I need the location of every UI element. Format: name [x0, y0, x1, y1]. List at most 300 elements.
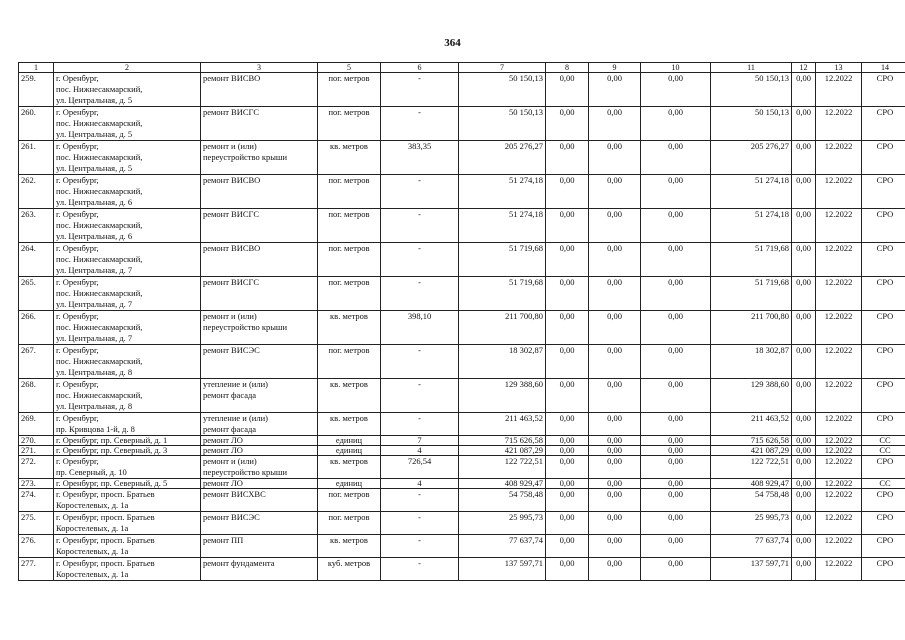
work-type-cell: [201, 345, 318, 379]
work-type-cell-line: ремонт ЛО: [203, 478, 243, 488]
deadline-cell: 12.2022: [816, 413, 862, 436]
funding-source-cell: СРО: [862, 413, 905, 436]
cost-col12-cell: 0,00: [792, 243, 816, 277]
address-cell-line: пос. Нижнесакмарский,: [56, 322, 143, 332]
work-type-cell: [201, 456, 318, 479]
cost-col10-cell: 0,00: [641, 243, 711, 277]
work-type-cell: [201, 311, 318, 345]
cost-col10-cell: 0,00: [641, 277, 711, 311]
cost-col12-cell: 0,00: [792, 277, 816, 311]
work-type-cell: [201, 107, 318, 141]
quantity-cell: -: [381, 175, 459, 209]
address-cell-line: Коростелевых, д. 1а: [56, 500, 129, 510]
work-type-cell: [201, 243, 318, 277]
unit-cell: кв. метров: [318, 379, 381, 413]
total-cost-cell: 77 637,74: [459, 535, 546, 558]
cost-col12-cell: 0,00: [792, 479, 816, 489]
cost-col9-cell: 0,00: [589, 379, 641, 413]
cost-col10-cell: 0,00: [641, 446, 711, 456]
deadline-cell: 12.2022: [816, 456, 862, 479]
deadline-cell: 12.2022: [816, 436, 862, 446]
work-type-cell-line: ремонт и (или): [203, 456, 257, 466]
work-type-cell-line: ремонт фасада: [203, 424, 257, 434]
table-row: [19, 512, 905, 535]
work-type-cell: [201, 489, 318, 512]
cost-col12-cell: 0,00: [792, 535, 816, 558]
work-type-cell-line: ремонт фундамента: [203, 558, 275, 568]
address-cell-line: Коростелевых, д. 1а: [56, 546, 129, 556]
total-cost-cell: 408 929,47: [459, 479, 546, 489]
cost-col9-cell: 0,00: [589, 277, 641, 311]
cost-col10-cell: 0,00: [641, 489, 711, 512]
cost-col8-cell: 0,00: [546, 535, 589, 558]
table-row: [19, 379, 905, 413]
total-cost-cell: 54 758,48: [459, 489, 546, 512]
table-row: [19, 446, 905, 456]
work-type-cell-line: ремонт ВИСЭС: [203, 512, 260, 522]
cost-col8-cell: 0,00: [546, 558, 589, 581]
work-type-cell: [201, 175, 318, 209]
cost-col11-cell: 421 087,29: [711, 446, 792, 456]
unit-cell: пог. метров: [318, 73, 381, 107]
row-number-cell: 265.: [19, 277, 54, 311]
cost-col12-cell: 0,00: [792, 311, 816, 345]
address-cell: [54, 379, 201, 413]
table-row: [19, 107, 905, 141]
address-cell-line: пос. Нижнесакмарский,: [56, 84, 143, 94]
address-cell-line: пос. Нижнесакмарский,: [56, 288, 143, 298]
cost-col11-cell: 18 302,87: [711, 345, 792, 379]
address-cell: [54, 209, 201, 243]
funding-source-cell: СРО: [862, 379, 905, 413]
address-cell-line: г. Оренбург,: [56, 209, 99, 219]
cost-col12-cell: 0,00: [792, 73, 816, 107]
address-cell-line: г. Оренбург, просп. Братьев: [56, 535, 155, 545]
cost-col9-cell: 0,00: [589, 558, 641, 581]
address-cell-line: ул. Центральная, д. 7: [56, 333, 133, 343]
cost-col8-cell: 0,00: [546, 209, 589, 243]
deadline-cell: 12.2022: [816, 512, 862, 535]
funding-source-cell: СРО: [862, 558, 905, 581]
work-type-cell: [201, 379, 318, 413]
cost-col9-cell: 0,00: [589, 311, 641, 345]
funding-source-cell: СС: [862, 446, 905, 456]
column-header: 3: [201, 63, 318, 73]
total-cost-cell: 51 719,68: [459, 243, 546, 277]
unit-cell: пог. метров: [318, 209, 381, 243]
address-cell-line: г. Оренбург, пр. Северный, д. 3: [56, 445, 168, 455]
address-cell-line: ул. Центральная, д. 7: [56, 265, 133, 275]
quantity-cell: -: [381, 413, 459, 436]
work-type-cell-line: переустройство крыши: [203, 467, 288, 477]
deadline-cell: 12.2022: [816, 141, 862, 175]
unit-cell: пог. метров: [318, 277, 381, 311]
address-cell-line: пос. Нижнесакмарский,: [56, 118, 143, 128]
work-type-cell-line: переустройство крыши: [203, 322, 288, 332]
cost-col8-cell: 0,00: [546, 446, 589, 456]
quantity-cell: -: [381, 558, 459, 581]
deadline-cell: 12.2022: [816, 479, 862, 489]
cost-col8-cell: 0,00: [546, 107, 589, 141]
address-cell: [54, 479, 201, 489]
funding-source-cell: СРО: [862, 512, 905, 535]
unit-cell: единиц: [318, 436, 381, 446]
cost-col12-cell: 0,00: [792, 345, 816, 379]
work-type-cell-line: ремонт ЛО: [203, 445, 243, 455]
repair-program-table: [18, 62, 905, 581]
cost-col12-cell: 0,00: [792, 379, 816, 413]
total-cost-cell: 211 463,52: [459, 413, 546, 436]
cost-col10-cell: 0,00: [641, 512, 711, 535]
deadline-cell: 12.2022: [816, 311, 862, 345]
address-cell: [54, 413, 201, 436]
address-cell: [54, 436, 201, 446]
table-row: [19, 209, 905, 243]
quantity-cell: 4: [381, 479, 459, 489]
work-type-cell-line: ремонт ВИСГС: [203, 277, 259, 287]
work-type-cell-line: ремонт ВИСВО: [203, 73, 261, 83]
work-type-cell: [201, 479, 318, 489]
row-number-cell: 266.: [19, 311, 54, 345]
funding-source-cell: СРО: [862, 107, 905, 141]
cost-col11-cell: 50 150,13: [711, 107, 792, 141]
funding-source-cell: СС: [862, 436, 905, 446]
unit-cell: кв. метров: [318, 456, 381, 479]
unit-cell: единиц: [318, 446, 381, 456]
work-type-cell: [201, 436, 318, 446]
cost-col11-cell: 50 150,13: [711, 73, 792, 107]
quantity-cell: -: [381, 107, 459, 141]
work-type-cell: [201, 277, 318, 311]
quantity-cell: 7: [381, 436, 459, 446]
funding-source-cell: СРО: [862, 311, 905, 345]
cost-col12-cell: 0,00: [792, 107, 816, 141]
deadline-cell: 12.2022: [816, 277, 862, 311]
work-type-cell: [201, 558, 318, 581]
cost-col8-cell: 0,00: [546, 512, 589, 535]
deadline-cell: 12.2022: [816, 243, 862, 277]
cost-col12-cell: 0,00: [792, 209, 816, 243]
address-cell-line: ул. Центральная, д. 5: [56, 163, 133, 173]
unit-cell: пог. метров: [318, 345, 381, 379]
column-header: 12: [792, 63, 816, 73]
funding-source-cell: СРО: [862, 277, 905, 311]
total-cost-cell: 205 276,27: [459, 141, 546, 175]
row-number-cell: 276.: [19, 535, 54, 558]
address-cell: [54, 107, 201, 141]
quantity-cell: 398,10: [381, 311, 459, 345]
row-number-cell: 273.: [19, 479, 54, 489]
funding-source-cell: СРО: [862, 243, 905, 277]
work-type-cell-line: ремонт ПП: [203, 535, 244, 545]
address-cell-line: г. Оренбург, просп. Братьев: [56, 558, 155, 568]
address-cell-line: г. Оренбург,: [56, 345, 99, 355]
row-number-cell: 263.: [19, 209, 54, 243]
unit-cell: кв. метров: [318, 535, 381, 558]
deadline-cell: 12.2022: [816, 489, 862, 512]
address-cell-line: г. Оренбург, пр. Северный, д. 1: [56, 435, 168, 445]
total-cost-cell: 51 274,18: [459, 175, 546, 209]
cost-col9-cell: 0,00: [589, 175, 641, 209]
address-cell-line: г. Оренбург,: [56, 379, 99, 389]
funding-source-cell: СРО: [862, 535, 905, 558]
quantity-cell: -: [381, 209, 459, 243]
address-cell: [54, 558, 201, 581]
table-row: [19, 479, 905, 489]
address-cell: [54, 141, 201, 175]
column-header: 11: [711, 63, 792, 73]
deadline-cell: 12.2022: [816, 175, 862, 209]
funding-source-cell: СРО: [862, 141, 905, 175]
unit-cell: пог. метров: [318, 243, 381, 277]
work-type-cell: [201, 446, 318, 456]
cost-col11-cell: 122 722,51: [711, 456, 792, 479]
cost-col11-cell: 51 719,68: [711, 277, 792, 311]
work-type-cell-line: ремонт фасада: [203, 390, 257, 400]
funding-source-cell: СС: [862, 479, 905, 489]
column-header: 7: [459, 63, 546, 73]
total-cost-cell: 51 274,18: [459, 209, 546, 243]
cost-col10-cell: 0,00: [641, 436, 711, 446]
unit-cell: пог. метров: [318, 512, 381, 535]
cost-col10-cell: 0,00: [641, 107, 711, 141]
address-cell-line: г. Оренбург,: [56, 413, 99, 423]
work-type-cell-line: ремонт ЛО: [203, 435, 243, 445]
quantity-cell: -: [381, 73, 459, 107]
deadline-cell: 12.2022: [816, 379, 862, 413]
column-header: 1: [19, 63, 54, 73]
table-row: [19, 535, 905, 558]
address-cell: [54, 489, 201, 512]
work-type-cell-line: утепление и (или): [203, 413, 268, 423]
cost-col8-cell: 0,00: [546, 243, 589, 277]
work-type-cell-line: ремонт ВИСХВС: [203, 489, 266, 499]
cost-col8-cell: 0,00: [546, 345, 589, 379]
address-cell-line: пр. Северный, д. 10: [56, 467, 127, 477]
work-type-cell-line: ремонт ВИСГС: [203, 107, 259, 117]
funding-source-cell: СРО: [862, 175, 905, 209]
address-cell: [54, 456, 201, 479]
deadline-cell: 12.2022: [816, 535, 862, 558]
table-row: [19, 489, 905, 512]
cost-col9-cell: 0,00: [589, 209, 641, 243]
cost-col10-cell: 0,00: [641, 535, 711, 558]
address-cell-line: г. Оренбург,: [56, 73, 99, 83]
cost-col8-cell: 0,00: [546, 175, 589, 209]
cost-col8-cell: 0,00: [546, 277, 589, 311]
unit-cell: кв. метров: [318, 311, 381, 345]
column-header: 2: [54, 63, 201, 73]
page-number: 364: [444, 37, 461, 49]
cost-col11-cell: 211 700,80: [711, 311, 792, 345]
table-row: [19, 558, 905, 581]
quantity-cell: -: [381, 243, 459, 277]
cost-col10-cell: 0,00: [641, 209, 711, 243]
cost-col10-cell: 0,00: [641, 311, 711, 345]
work-type-cell-line: ремонт ВИСГС: [203, 209, 259, 219]
table-row: [19, 243, 905, 277]
cost-col9-cell: 0,00: [589, 456, 641, 479]
cost-col10-cell: 0,00: [641, 175, 711, 209]
row-number-cell: 261.: [19, 141, 54, 175]
quantity-cell: -: [381, 489, 459, 512]
address-cell-line: г. Оренбург,: [56, 141, 99, 151]
quantity-cell: -: [381, 512, 459, 535]
address-cell: [54, 277, 201, 311]
row-number-cell: 268.: [19, 379, 54, 413]
cost-col11-cell: 205 276,27: [711, 141, 792, 175]
cost-col9-cell: 0,00: [589, 141, 641, 175]
cost-col8-cell: 0,00: [546, 379, 589, 413]
column-header: 6: [381, 63, 459, 73]
cost-col11-cell: 77 637,74: [711, 535, 792, 558]
column-header: 5: [318, 63, 381, 73]
funding-source-cell: СРО: [862, 489, 905, 512]
table-row: [19, 436, 905, 446]
address-cell: [54, 243, 201, 277]
address-cell-line: пос. Нижнесакмарский,: [56, 186, 143, 196]
cost-col12-cell: 0,00: [792, 512, 816, 535]
work-type-cell-line: утепление и (или): [203, 379, 268, 389]
work-type-cell: [201, 413, 318, 436]
row-number-cell: 260.: [19, 107, 54, 141]
address-cell-line: ул. Центральная, д. 5: [56, 129, 133, 139]
address-cell-line: пр. Кривцова 1-й, д. 8: [56, 424, 135, 434]
cost-col9-cell: 0,00: [589, 436, 641, 446]
cost-col10-cell: 0,00: [641, 558, 711, 581]
address-cell: [54, 512, 201, 535]
funding-source-cell: СРО: [862, 73, 905, 107]
funding-source-cell: СРО: [862, 345, 905, 379]
address-cell-line: г. Оренбург,: [56, 175, 99, 185]
unit-cell: единиц: [318, 479, 381, 489]
address-cell-line: ул. Центральная, д. 7: [56, 299, 133, 309]
deadline-cell: 12.2022: [816, 73, 862, 107]
cost-col9-cell: 0,00: [589, 446, 641, 456]
work-type-cell: [201, 209, 318, 243]
work-type-cell-line: ремонт ВИСЭС: [203, 345, 260, 355]
address-cell-line: г. Оренбург, просп. Братьев: [56, 489, 155, 499]
total-cost-cell: 18 302,87: [459, 345, 546, 379]
total-cost-cell: 715 626,58: [459, 436, 546, 446]
cost-col11-cell: 54 758,48: [711, 489, 792, 512]
cost-col8-cell: 0,00: [546, 311, 589, 345]
work-type-cell: [201, 535, 318, 558]
quantity-cell: -: [381, 535, 459, 558]
column-header: 10: [641, 63, 711, 73]
quantity-cell: -: [381, 277, 459, 311]
address-cell: [54, 535, 201, 558]
cost-col10-cell: 0,00: [641, 141, 711, 175]
cost-col9-cell: 0,00: [589, 479, 641, 489]
total-cost-cell: 137 597,71: [459, 558, 546, 581]
address-cell-line: ул. Центральная, д. 6: [56, 197, 133, 207]
cost-col11-cell: 129 388,60: [711, 379, 792, 413]
address-cell-line: Коростелевых, д. 1а: [56, 569, 129, 579]
cost-col8-cell: 0,00: [546, 141, 589, 175]
cost-col8-cell: 0,00: [546, 436, 589, 446]
table-row: [19, 141, 905, 175]
header-row: [19, 63, 905, 73]
work-type-cell-line: ремонт ВИСВО: [203, 243, 261, 253]
cost-col11-cell: 51 274,18: [711, 175, 792, 209]
row-number-cell: 275.: [19, 512, 54, 535]
address-cell: [54, 311, 201, 345]
cost-col9-cell: 0,00: [589, 73, 641, 107]
row-number-cell: 277.: [19, 558, 54, 581]
address-cell-line: г. Оренбург,: [56, 243, 99, 253]
work-type-cell: [201, 73, 318, 107]
document-table-container: [18, 62, 905, 581]
work-type-cell-line: ремонт ВИСВО: [203, 175, 261, 185]
deadline-cell: 12.2022: [816, 446, 862, 456]
row-number-cell: 267.: [19, 345, 54, 379]
address-cell-line: ул. Центральная, д. 6: [56, 231, 133, 241]
unit-cell: кв. метров: [318, 413, 381, 436]
total-cost-cell: 50 150,13: [459, 107, 546, 141]
address-cell-line: пос. Нижнесакмарский,: [56, 390, 143, 400]
address-cell-line: г. Оренбург,: [56, 311, 99, 321]
column-header: 13: [816, 63, 862, 73]
cost-col9-cell: 0,00: [589, 512, 641, 535]
cost-col10-cell: 0,00: [641, 379, 711, 413]
unit-cell: куб. метров: [318, 558, 381, 581]
row-number-cell: 274.: [19, 489, 54, 512]
cost-col11-cell: 408 929,47: [711, 479, 792, 489]
cost-col8-cell: 0,00: [546, 456, 589, 479]
table-row: [19, 311, 905, 345]
work-type-cell-line: переустройство крыши: [203, 152, 288, 162]
address-cell-line: ул. Центральная, д. 5: [56, 95, 133, 105]
table-row: [19, 413, 905, 436]
address-cell: [54, 73, 201, 107]
cost-col11-cell: 25 995,73: [711, 512, 792, 535]
address-cell-line: г. Оренбург, пр. Северный, д. 5: [56, 478, 168, 488]
total-cost-cell: 421 087,29: [459, 446, 546, 456]
address-cell: [54, 345, 201, 379]
quantity-cell: 726,54: [381, 456, 459, 479]
quantity-cell: 383,35: [381, 141, 459, 175]
table-row: [19, 175, 905, 209]
cost-col8-cell: 0,00: [546, 479, 589, 489]
funding-source-cell: СРО: [862, 209, 905, 243]
deadline-cell: 12.2022: [816, 107, 862, 141]
address-cell-line: пос. Нижнесакмарский,: [56, 220, 143, 230]
total-cost-cell: 129 388,60: [459, 379, 546, 413]
table-row: [19, 345, 905, 379]
cost-col12-cell: 0,00: [792, 558, 816, 581]
row-number-cell: 271.: [19, 446, 54, 456]
quantity-cell: 4: [381, 446, 459, 456]
address-cell-line: пос. Нижнесакмарский,: [56, 356, 143, 366]
address-cell-line: г. Оренбург,: [56, 456, 99, 466]
column-header: 8: [546, 63, 589, 73]
row-number-cell: 270.: [19, 436, 54, 446]
cost-col11-cell: 137 597,71: [711, 558, 792, 581]
work-type-cell: [201, 141, 318, 175]
table-row: [19, 73, 905, 107]
total-cost-cell: 51 719,68: [459, 277, 546, 311]
row-number-cell: 262.: [19, 175, 54, 209]
deadline-cell: 12.2022: [816, 209, 862, 243]
row-number-cell: 259.: [19, 73, 54, 107]
unit-cell: пог. метров: [318, 175, 381, 209]
cost-col10-cell: 0,00: [641, 73, 711, 107]
row-number-cell: 269.: [19, 413, 54, 436]
cost-col11-cell: 51 719,68: [711, 243, 792, 277]
column-header: 14: [862, 63, 905, 73]
address-cell: [54, 175, 201, 209]
